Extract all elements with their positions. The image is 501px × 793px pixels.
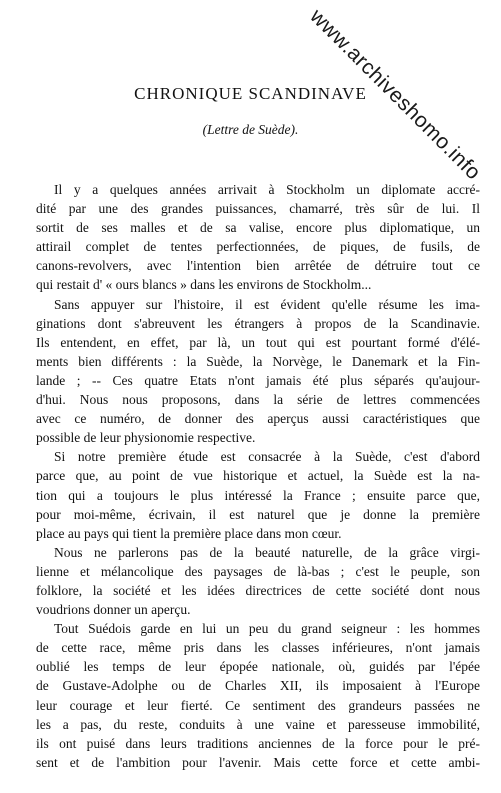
text-line: qui restait d' « ours blancs » dans les environs de Stockholm... [36, 277, 372, 293]
text-line: possible de leur physionomie respective. [36, 430, 256, 446]
text-line: les a pas, du reste, conduits à une vaine et paresseuse immobilité, [36, 716, 480, 732]
text-line: Ils entendent, en effet, par là, un tout qui est pourtant formé d'élé- [36, 334, 480, 350]
text-line: Nous ne parlerons pas de la beauté naturelle, de la grâce virgi- [54, 544, 480, 560]
text-line: attirail complet de tentes perfectionnées, de piques, de fusils, de [36, 239, 480, 255]
text-line: ils ont puisé dans leurs traditions anciennes de la force pour le pré- [36, 735, 480, 751]
text-line: ments bien différents : la Suède, la Norvège, le Danemark et la Fin- [36, 353, 480, 369]
text-line: pour moi-même, écrivain, il est naturel que je donne la première [36, 506, 480, 522]
text-line: Tout Suédois garde en lui un peu du grand seigneur : les hommes [54, 621, 480, 637]
text-line: de Gustave-Adolphe ou de Charles XII, ils imposaient à l'Europe [36, 678, 480, 694]
text-line: ginations dont s'abreuvent les étrangers à propos de la Scandinavie. [36, 315, 480, 331]
article-subtitle: (Lettre de Suède). [202, 122, 299, 137]
text-line: sent et de l'ambition pour l'avenir. Mais cette force et cette ambi- [36, 754, 480, 770]
article-body [36, 180, 480, 772]
text-line: Si notre première étude est consacrée à la Suède, c'est d'abord [54, 449, 480, 465]
website-watermark: www.archiveshomo.info [305, 4, 486, 185]
text-line: de cette race, même pris dans les classes inférieures, n'ont jamais [36, 640, 480, 656]
text-line: lienne et mélancolique des paysages de là-bas ; c'est le peuple, son [36, 563, 480, 579]
text-line: dité par une des grandes puissances, chamarré, très sûr de lui. Il [36, 201, 480, 217]
text-line: voudrions donner un aperçu. [36, 602, 191, 618]
text-line: leur courage et leur fierté. Ce sentiment des grandeurs passées ne [36, 697, 480, 713]
text-line: folklore, la société et les idées directrices de cette société dont nous [36, 582, 480, 598]
text-line: d'hui. Nous nous proposons, dans la série de lettres commencées [36, 392, 480, 408]
text-line: parce que, au point de vue historique et actuel, la Suède est la na- [36, 468, 480, 484]
text-line: canons-revolvers, avec l'intention bien arrêtée de détruire tout ce [36, 258, 480, 274]
text-line: oublié les temps de leur épopée nationale, où, guidés par l'épée [36, 659, 480, 675]
text-line: sortit de ses malles et de sa valise, encore plus diplomatique, un [36, 220, 480, 236]
text-line: Il y a quelques années arrivait à Stockholm un diplomate accré- [54, 182, 480, 197]
text-line: lande ; -- Ces quatre Etats n'ont jamais été plus séparés qu'aujour- [36, 372, 480, 388]
article-title: CHRONIQUE SCANDINAVE [134, 84, 367, 103]
text-line: avec ce numéro, de donner des aperçus aussi caractéristiques que [36, 411, 480, 427]
text-line: Sans appuyer sur l'histoire, il est évident qu'elle résume les ima- [54, 296, 480, 312]
text-line: place au pays qui tient la première place dans mon cœur. [36, 525, 342, 541]
text-line: tion qui a toujours le plus intéressé la France ; ensuite parce que, [36, 487, 480, 503]
